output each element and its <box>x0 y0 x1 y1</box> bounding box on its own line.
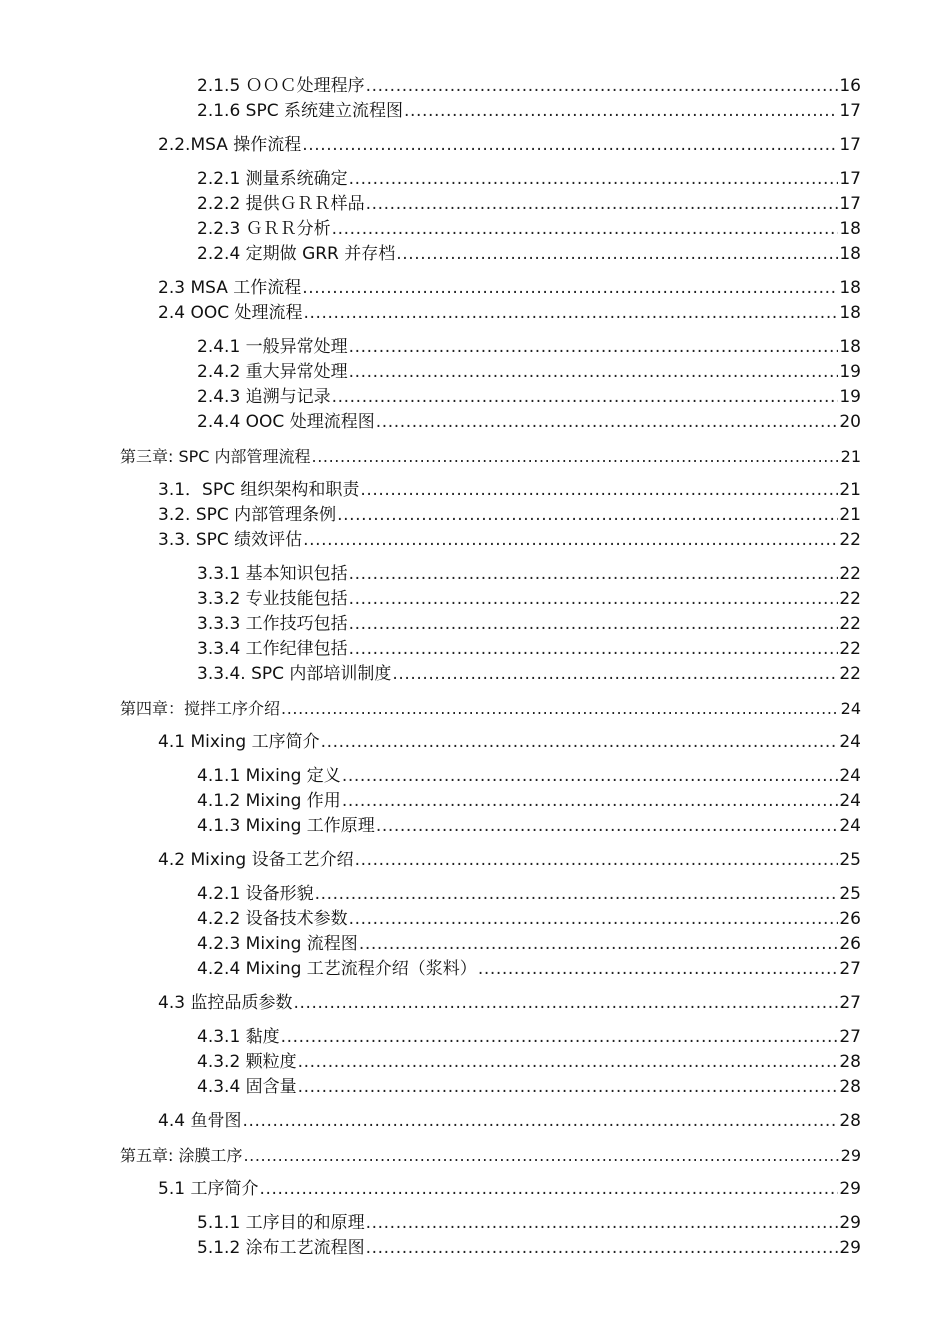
toc-entry-page-number: 22 <box>839 564 861 584</box>
toc-entry-title: 3.3.4 工作纪律包括 <box>197 639 348 659</box>
toc-leader-dots <box>392 662 838 687</box>
toc-entry-title: 4.2.2 设备技术参数 <box>197 909 348 929</box>
toc-entry[interactable] <box>0 444 950 469</box>
toc-entry-title: 5.1 工序简介 <box>158 1179 259 1199</box>
toc-entry-page-number: 18 <box>839 219 861 239</box>
toc-entry[interactable] <box>0 814 950 839</box>
toc-leader-dots <box>349 612 839 637</box>
toc-entry[interactable] <box>0 133 950 158</box>
toc-entry-title: 4.2.4 Mixing 工艺流程介绍（浆料） <box>197 959 477 979</box>
toc-leader-dots <box>366 1236 839 1261</box>
toc-leader-dots <box>355 848 839 873</box>
toc-entry-page-number: 22 <box>839 530 861 550</box>
toc-entry-title: 2.3 MSA 工作流程 <box>158 278 302 298</box>
toc-leader-dots <box>321 730 839 755</box>
toc-entry-page-number: 28 <box>839 1077 861 1097</box>
toc-leader-dots <box>349 562 839 587</box>
toc-entry-page-number: 24 <box>839 791 861 811</box>
toc-leader-dots <box>342 764 839 789</box>
toc-entry-page-number: 29 <box>839 1179 861 1199</box>
toc-entry[interactable] <box>0 612 950 637</box>
toc-entry-title: 4.3.1 黏度 <box>197 1027 280 1047</box>
toc-entry-title: 3.3.1 基本知识包括 <box>197 564 348 584</box>
toc-entry-page-number: 18 <box>839 337 861 357</box>
toc-leader-dots <box>303 301 838 326</box>
toc-entry[interactable] <box>0 587 950 612</box>
toc-entry-title: 2.2.4 定期做 GRR 并存档 <box>197 244 396 264</box>
toc-entry-page-number: 17 <box>839 135 861 155</box>
toc-entry-title: 3.3. SPC 绩效评估 <box>158 530 303 550</box>
toc-leader-dots <box>376 814 839 839</box>
toc-entry-title: 2.4.4 OOC 处理流程图 <box>197 412 375 432</box>
toc-entry-title: 4.2.1 设备形貌 <box>197 884 314 904</box>
toc-entry-page-number: 19 <box>839 362 861 382</box>
toc-entry-page-number: 27 <box>839 959 861 979</box>
toc-entry-title: 2.1.6 SPC 系统建立流程图 <box>197 101 403 121</box>
toc-entry[interactable] <box>0 696 950 721</box>
toc-entry[interactable] <box>0 1177 950 1202</box>
toc-leader-dots <box>293 991 838 1016</box>
toc-entry-page-number: 24 <box>840 699 861 718</box>
toc-entry-title: 第三章: SPC 内部管理流程 <box>120 447 311 466</box>
toc-entry-page-number: 18 <box>839 244 861 264</box>
toc-leader-dots <box>242 1109 838 1134</box>
toc-entry[interactable] <box>0 1211 950 1236</box>
toc-leader-dots <box>281 1025 839 1050</box>
toc-leader-dots <box>281 696 840 721</box>
toc-leader-dots <box>349 587 839 612</box>
toc-entry[interactable] <box>0 1075 950 1100</box>
toc-entry-title: 2.2.MSA 操作流程 <box>158 135 302 155</box>
toc-entry-page-number: 24 <box>839 766 861 786</box>
toc-entry[interactable] <box>0 192 950 217</box>
toc-entry-title: 4.1 Mixing 工序简介 <box>158 732 320 752</box>
toc-entry-page-number: 16 <box>839 76 861 96</box>
toc-entry-page-number: 27 <box>839 993 861 1013</box>
toc-leader-dots <box>360 478 838 503</box>
toc-entry-page-number: 21 <box>840 447 861 466</box>
toc-entry-title: 3.3.4. SPC 内部培训制度 <box>197 664 392 684</box>
toc-entry-page-number: 25 <box>839 884 861 904</box>
toc-entry-page-number: 19 <box>839 387 861 407</box>
toc-entry[interactable] <box>0 662 950 687</box>
toc-entry-title: 2.2.1 测量系统确定 <box>197 169 348 189</box>
toc-entry-title: 第五章: 涂膜工序 <box>120 1146 243 1165</box>
toc-entry[interactable] <box>0 528 950 553</box>
toc-leader-dots <box>349 360 839 385</box>
toc-entry-title: 4.2 Mixing 设备工艺介绍 <box>158 850 354 870</box>
toc-entry-page-number: 26 <box>839 909 861 929</box>
toc-entry[interactable] <box>0 730 950 755</box>
toc-leader-dots <box>302 276 838 301</box>
toc-leader-dots <box>366 1211 839 1236</box>
toc-entry-page-number: 17 <box>839 194 861 214</box>
toc-entry[interactable] <box>0 410 950 435</box>
table-of-contents <box>0 74 950 1261</box>
toc-entry[interactable] <box>0 360 950 385</box>
toc-entry-title: 3.1．SPC 组织架构和职责 <box>158 480 360 500</box>
toc-entry[interactable] <box>0 74 950 99</box>
toc-entry[interactable] <box>0 301 950 326</box>
toc-leader-dots <box>349 637 839 662</box>
toc-entry[interactable] <box>0 385 950 410</box>
toc-entry-page-number: 22 <box>839 639 861 659</box>
toc-entry-title: 第四章：搅拌工序介绍 <box>120 699 281 718</box>
toc-entry-page-number: 21 <box>839 505 861 525</box>
toc-leader-dots <box>404 99 838 124</box>
toc-entry-page-number: 24 <box>839 816 861 836</box>
toc-entry-title: 4.3.2 颗粒度 <box>197 1052 297 1072</box>
toc-entry-title: 4.1.3 Mixing 工作原理 <box>197 816 375 836</box>
toc-leader-dots <box>396 242 838 267</box>
toc-entry[interactable] <box>0 562 950 587</box>
toc-entry[interactable] <box>0 907 950 932</box>
toc-entry-page-number: 28 <box>839 1052 861 1072</box>
toc-entry[interactable] <box>0 276 950 301</box>
toc-leader-dots <box>366 74 839 99</box>
toc-entry-title: 5.1.1 工序目的和原理 <box>197 1213 365 1233</box>
toc-entry-page-number: 29 <box>840 1146 861 1165</box>
toc-leader-dots <box>303 528 838 553</box>
toc-entry-title: 2.2.2 提供ＧＲＲ样品 <box>197 194 365 214</box>
toc-entry-page-number: 18 <box>839 278 861 298</box>
toc-leader-dots <box>332 385 839 410</box>
toc-entry-page-number: 24 <box>839 732 861 752</box>
toc-entry[interactable] <box>0 99 950 124</box>
toc-leader-dots <box>259 1177 838 1202</box>
toc-entry[interactable] <box>0 1109 950 1134</box>
toc-leader-dots <box>342 789 839 814</box>
toc-entry-title: 2.4.3 追溯与记录 <box>197 387 331 407</box>
toc-leader-dots <box>332 217 839 242</box>
toc-entry-title: 4.3 监控品质参数 <box>158 993 293 1013</box>
toc-entry[interactable] <box>0 503 950 528</box>
toc-entry-page-number: 25 <box>839 850 861 870</box>
toc-entry-page-number: 22 <box>839 664 861 684</box>
toc-entry[interactable] <box>0 991 950 1016</box>
toc-leader-dots <box>337 503 838 528</box>
toc-entry[interactable] <box>0 957 950 982</box>
toc-leader-dots <box>302 133 838 158</box>
toc-entry[interactable] <box>0 932 950 957</box>
toc-entry-title: 3.3.3 工作技巧包括 <box>197 614 348 634</box>
toc-entry[interactable] <box>0 1050 950 1075</box>
toc-entry-title: 4.2.3 Mixing 流程图 <box>197 934 358 954</box>
toc-entry[interactable] <box>0 848 950 873</box>
toc-entry-title: 4.1.1 Mixing 定义 <box>197 766 341 786</box>
toc-entry[interactable] <box>0 1143 950 1168</box>
toc-entry-title: 5.1.2 涂布工艺流程图 <box>197 1238 365 1258</box>
toc-entry[interactable] <box>0 242 950 267</box>
toc-entry[interactable] <box>0 1025 950 1050</box>
toc-leader-dots <box>349 167 839 192</box>
toc-entry-title: 2.4.1 一般异常处理 <box>197 337 348 357</box>
toc-leader-dots <box>349 335 839 360</box>
toc-leader-dots <box>312 444 840 469</box>
toc-entry-page-number: 29 <box>839 1213 861 1233</box>
toc-entry-title: 4.3.4 固含量 <box>197 1077 297 1097</box>
toc-entry-title: 2.4 OOC 处理流程 <box>158 303 303 323</box>
toc-entry[interactable] <box>0 882 950 907</box>
toc-entry-page-number: 27 <box>839 1027 861 1047</box>
toc-entry-page-number: 21 <box>839 480 861 500</box>
toc-entry-title: 3.3.2 专业技能包括 <box>197 589 348 609</box>
toc-entry-page-number: 17 <box>839 101 861 121</box>
toc-entry-title: 2.2.3 ＧＲＲ分析 <box>197 219 331 239</box>
toc-leader-dots <box>298 1050 839 1075</box>
toc-leader-dots <box>349 907 839 932</box>
toc-entry-title: 3.2. SPC 内部管理条例 <box>158 505 337 525</box>
toc-entry[interactable] <box>0 335 950 360</box>
toc-leader-dots <box>243 1143 839 1168</box>
toc-entry-page-number: 22 <box>839 614 861 634</box>
toc-entry-title: 4.1.2 Mixing 作用 <box>197 791 341 811</box>
toc-entry-title: 2.1.5 ＯＯＣ处理程序 <box>197 76 365 96</box>
toc-entry-page-number: 29 <box>839 1238 861 1258</box>
toc-leader-dots <box>315 882 839 907</box>
toc-entry[interactable] <box>0 764 950 789</box>
toc-leader-dots <box>366 192 839 217</box>
toc-leader-dots <box>359 932 839 957</box>
toc-leader-dots <box>298 1075 839 1100</box>
toc-entry[interactable] <box>0 167 950 192</box>
toc-entry-page-number: 20 <box>839 412 861 432</box>
toc-entry-page-number: 18 <box>839 303 861 323</box>
toc-entry-page-number: 28 <box>839 1111 861 1131</box>
toc-leader-dots <box>478 957 839 982</box>
toc-leader-dots <box>376 410 839 435</box>
toc-entry-page-number: 17 <box>839 169 861 189</box>
toc-entry[interactable] <box>0 217 950 242</box>
toc-entry-title: 4.4 鱼骨图 <box>158 1111 242 1131</box>
toc-entry[interactable] <box>0 1236 950 1261</box>
toc-entry-page-number: 22 <box>839 589 861 609</box>
toc-entry[interactable] <box>0 478 950 503</box>
toc-entry[interactable] <box>0 637 950 662</box>
toc-entry-page-number: 26 <box>839 934 861 954</box>
toc-entry-title: 2.4.2 重大异常处理 <box>197 362 348 382</box>
toc-entry[interactable] <box>0 789 950 814</box>
